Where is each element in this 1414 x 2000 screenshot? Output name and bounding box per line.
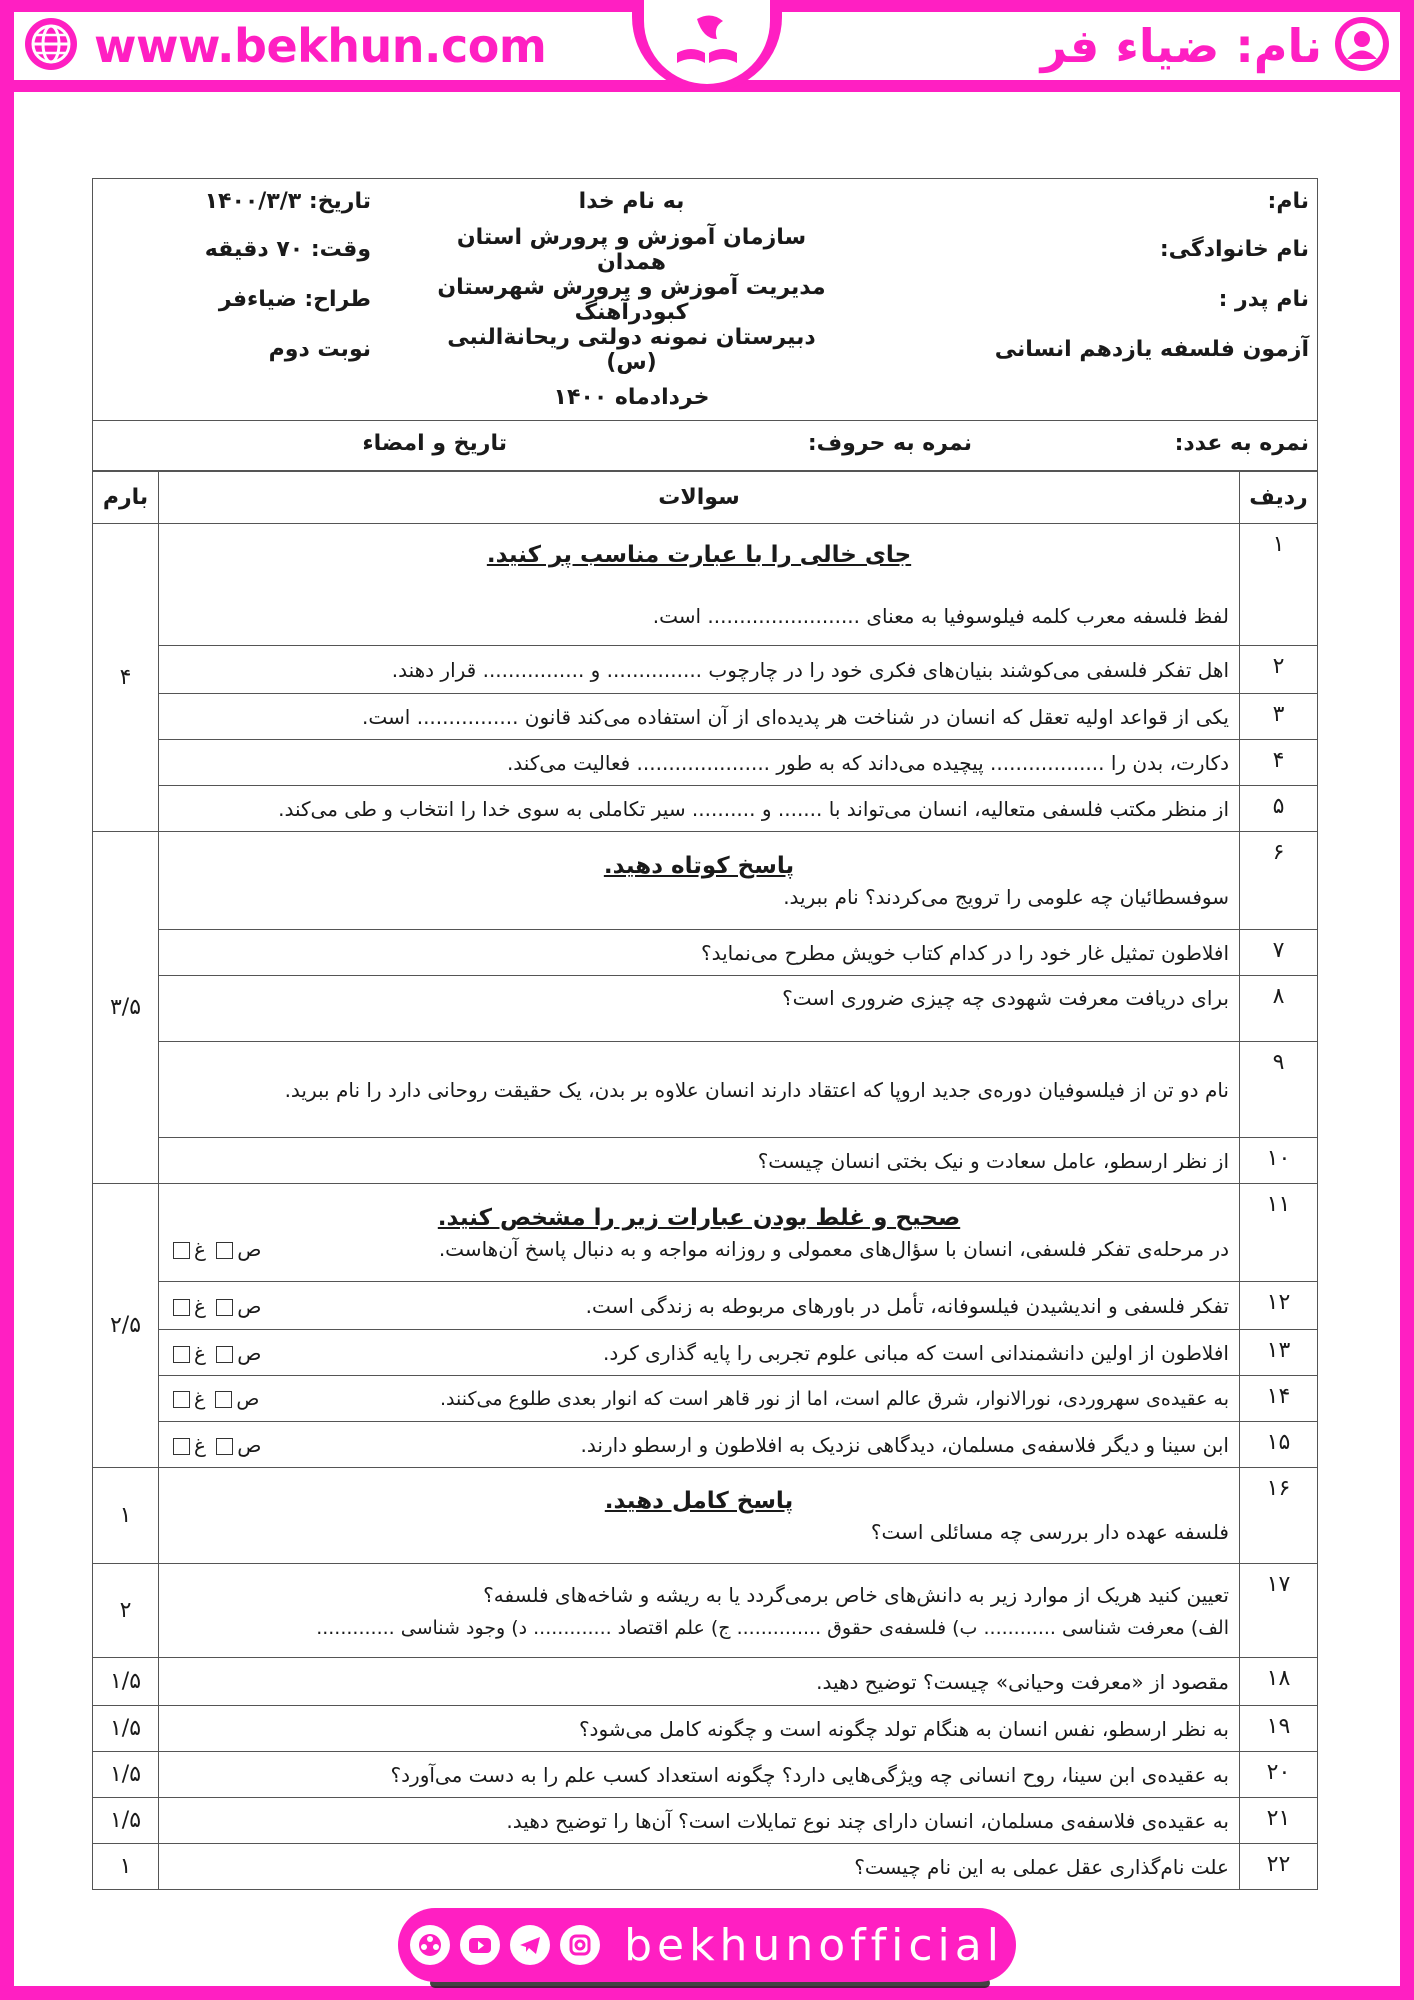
question-number: ۱۰ (1240, 1138, 1318, 1184)
section-title-fill-blank: جای خالی را با عبارت مناسب پر کنید. (486, 541, 912, 568)
question-number: ۲۲ (1240, 1844, 1318, 1890)
question-number: ۲۰ (1240, 1752, 1318, 1798)
telegram-icon[interactable] (510, 1925, 550, 1965)
question-text: دکارت، بدن را .................. پیچیده می‌داند که به طور ..................... فعالیت می‌کند. (159, 740, 1240, 786)
false-checkbox[interactable] (173, 1346, 190, 1363)
true-label: ص (237, 1236, 262, 1261)
score-letters-label: نمره به حروف: (807, 431, 972, 456)
question-text: تفکر فلسفی و اندیشیدن فیلسوفانه، تأمل در باورهای مربوطه به زندگی است. (585, 1293, 1229, 1318)
site-link[interactable] (22, 14, 546, 78)
question-number: ۷ (1240, 930, 1318, 976)
question-text: نام دو تن از فیلسوفیان دوره‌ی جدید اروپا که اعتقاد دارند انسان علاوه بر بدن، یک حقیقت روحانی دارد را نام ببرید. (159, 1042, 1240, 1138)
points-q22: ۱ (93, 1844, 159, 1890)
question-text: برای دریافت معرفت شهودی چه چیزی ضروری است؟ (159, 976, 1240, 1042)
question-number: ۱ (1240, 524, 1318, 646)
student-name-field: نام: (1267, 189, 1309, 215)
false-checkbox[interactable] (173, 1438, 190, 1455)
org-province: سازمان آموزش و پرورش استان همدان (456, 224, 807, 275)
true-checkbox[interactable] (216, 1438, 233, 1455)
question-number: ۱۵ (1240, 1422, 1318, 1468)
question-number: ۸ (1240, 976, 1318, 1042)
tf-options (169, 1237, 261, 1261)
social-footer (398, 1908, 1016, 1982)
score-digits-label: نمره به عدد: (1174, 431, 1309, 456)
question-text: تعیین کنید هریک از موارد زیر به دانش‌های خاص برمی‌گردد یا به ریشه و شاخه‌های فلسفه؟ (483, 1582, 1229, 1607)
question-text: از نظر ارسطو، عامل سعادت و نیک بختی انسان چیست؟ (159, 1138, 1240, 1184)
youtube-icon[interactable] (460, 1925, 500, 1965)
false-checkbox[interactable] (173, 1299, 190, 1316)
globe-icon (22, 15, 80, 77)
question-text: فلسفه عهده دار بررسی چه مسائلی است؟ (870, 1519, 1229, 1544)
question-text: از منظر مکتب فلسفی متعالیه، انسان می‌تواند با ....... و .......... سیر تکاملی به سوی خدا را انتخاب و طی می‌کند. (159, 786, 1240, 832)
exam-header (92, 178, 1318, 421)
true-label: ص (237, 1293, 262, 1318)
question-cell (159, 832, 1240, 930)
tf-options (169, 1294, 261, 1318)
score-row (92, 421, 1318, 471)
tf-options (169, 1341, 261, 1365)
aparat-icon[interactable] (410, 1925, 450, 1965)
question-number: ۱۴ (1240, 1376, 1318, 1422)
exam-title: آزمون فلسفه یازدهم انسانی (994, 337, 1309, 362)
author-name (1041, 14, 1392, 78)
question-text: به عقیده‌ی فلاسفه‌ی مسلمان، انسان دارای چند نوع تمایلات است؟ آن‌ها را توضیح دهید. (159, 1798, 1240, 1844)
points-section-2: ۳/۵ (93, 832, 159, 1184)
tf-options (169, 1433, 261, 1457)
true-label: ص (237, 1340, 262, 1365)
col-points-header: بارم (93, 472, 159, 524)
question-text: در مرحله‌ی تفکر فلسفی، انسان با سؤال‌های معمولی و روزانه مواجه و به دنبال پاسخ آن‌هاست. (438, 1236, 1229, 1261)
false-checkbox[interactable] (173, 1242, 190, 1259)
question-number: ۱۸ (1240, 1658, 1318, 1706)
question-text: به نظر ارسطو، نفس انسان به هنگام تولد چگونه است و چگونه کامل می‌شود؟ (159, 1706, 1240, 1752)
tf-question (159, 1422, 1240, 1468)
site-url[interactable]: www.bekhun.com (94, 19, 547, 73)
question-number: ۲ (1240, 646, 1318, 694)
question-text: ابن سینا و دیگر فلاسفه‌ی مسلمان، دیدگاهی نزدیک به افلاطون و ارسطو دارند. (580, 1432, 1229, 1457)
false-checkbox[interactable] (173, 1391, 190, 1408)
points-section-3: ۲/۵ (93, 1184, 159, 1468)
tf-options (169, 1388, 259, 1410)
false-label: غ (194, 1387, 206, 1410)
question-number: ۹ (1240, 1042, 1318, 1138)
true-label: ص (237, 1432, 262, 1457)
question-number: ۱۲ (1240, 1282, 1318, 1330)
section-title-full-answer: پاسخ کامل دهید. (604, 1487, 794, 1514)
true-checkbox[interactable] (216, 1346, 233, 1363)
tf-question (169, 1237, 1229, 1261)
school-name: دبیرستان نمونه دولتی ریحانةالنبی (س) (447, 324, 816, 375)
question-cell (159, 1564, 1240, 1658)
question-number: ۱۱ (1240, 1184, 1318, 1282)
question-text: یکی از قواعد اولیه تعقل که انسان در شناخت هر پدیده‌ای از آن استفاده می‌کند قانون ................ است. (159, 694, 1240, 740)
bismillah: به نام خدا (578, 189, 685, 215)
false-label: غ (194, 1432, 206, 1457)
question-text: سوفسطائیان چه علومی را ترویج می‌کردند؟ نام ببرید. (783, 884, 1229, 909)
false-label: غ (194, 1236, 206, 1261)
question-number: ۲۱ (1240, 1798, 1318, 1844)
true-checkbox[interactable] (216, 1242, 233, 1259)
user-icon (1332, 14, 1392, 78)
signature-label: تاریخ و امضاء (362, 431, 507, 456)
points-q16: ۱ (93, 1468, 159, 1564)
question-text: اهل تفکر فلسفی می‌کوشند بنیان‌های فکری خود را در چارچوب ............... و ................ قرار دهند. (159, 646, 1240, 694)
question-cell (159, 1184, 1240, 1282)
question-subitems: الف) معرفت شناسی ............ ب) فلسفه‌ی حقوق .............. ج) علم اقتصاد ............. د) وجود شناسی ............. (316, 1616, 1229, 1639)
false-label: غ (194, 1340, 206, 1365)
book-icon (667, 9, 747, 75)
points-q21: ۱/۵ (93, 1798, 159, 1844)
question-number: ۱۳ (1240, 1330, 1318, 1376)
question-number: ۳ (1240, 694, 1318, 740)
family-name-field: نام خانوادگی: (1159, 237, 1309, 262)
section-title-short-answer: پاسخ کوتاه دهید. (603, 852, 795, 879)
tf-question (159, 1282, 1240, 1330)
points-q17: ۲ (93, 1564, 159, 1658)
question-text: به عقیده‌ی سهروردی، نورالانوار، شرق عالم است، اما از نور قاهر است که انوار بعدی طلوع می‌کنند. (439, 1387, 1229, 1410)
father-name-field: نام پدر : (1218, 287, 1309, 312)
question-text: به عقیده‌ی ابن سینا، روح انسانی چه ویژگی‌هایی دارد؟ چگونه استعداد کسب علم را به دست می‌آورد؟ (159, 1752, 1240, 1798)
question-text: علت نام‌گذاری عقل عملی به این نام چیست؟ (159, 1844, 1240, 1890)
exam-designer: طراح: ضیاءفر (218, 287, 371, 312)
question-number: ۶ (1240, 832, 1318, 930)
true-checkbox[interactable] (215, 1391, 232, 1408)
exam-time: وقت: ۷۰ دقیقه (204, 237, 371, 262)
question-number: ۱۶ (1240, 1468, 1318, 1564)
exam-month: خردادماه ۱۴۰۰ (553, 384, 710, 410)
points-q19: ۱/۵ (93, 1706, 159, 1752)
points-section-1: ۴ (93, 524, 159, 832)
tf-question (159, 1376, 1240, 1422)
false-label: غ (194, 1293, 206, 1318)
question-text: مقصود از «معرفت وحیانی» چیست؟ توضیح دهید. (159, 1658, 1240, 1706)
question-text: افلاطون تمثیل غار خود را در کدام کتاب خویش مطرح می‌نماید؟ (159, 930, 1240, 976)
exam-sheet (92, 178, 1318, 1890)
exam-date: تاریخ: ۱۴۰۰/۳/۳ (204, 189, 371, 215)
true-label: ص (236, 1387, 260, 1410)
instagram-icon[interactable] (560, 1925, 600, 1965)
question-cell (159, 1468, 1240, 1564)
true-checkbox[interactable] (216, 1299, 233, 1316)
exam-turn: نوبت دوم (268, 337, 371, 362)
question-number: ۴ (1240, 740, 1318, 786)
social-handle[interactable]: bekhunofficial (624, 1919, 1004, 1971)
points-q20: ۱/۵ (93, 1752, 159, 1798)
questions-table (92, 471, 1318, 1890)
question-cell (159, 524, 1240, 646)
points-q18: ۱/۵ (93, 1658, 159, 1706)
name-label: نام: ضیاء فر (1040, 19, 1322, 73)
question-number: ۵ (1240, 786, 1318, 832)
question-text: افلاطون از اولین دانشمندانی است که مبانی علوم تجربی را پایه گذاری کرد. (603, 1340, 1229, 1365)
question-number: ۱۷ (1240, 1564, 1318, 1658)
col-row-header: ردیف (1240, 472, 1318, 524)
org-city: مدیریت آموزش و پرورش شهرستان کبودرآهنگ (437, 274, 826, 325)
col-questions-header: سوالات (159, 472, 1240, 524)
question-number: ۱۹ (1240, 1706, 1318, 1752)
tf-question (159, 1330, 1240, 1376)
question-text: لفظ فلسفه معرب کلمه فیلوسوفیا به معنای ........................ است. (652, 603, 1229, 628)
section-title-true-false: صحیح و غلط بودن عبارات زیر را مشخص کنید. (437, 1204, 961, 1231)
